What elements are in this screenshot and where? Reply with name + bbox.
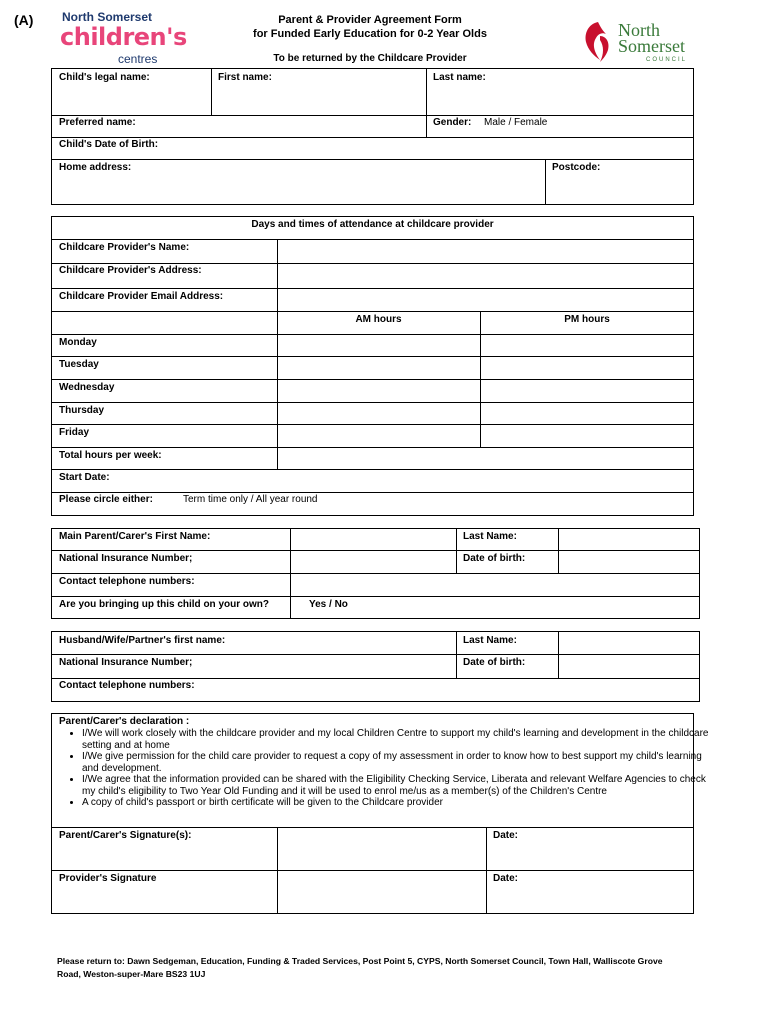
child-last-name-field[interactable]: Last name: bbox=[433, 72, 486, 83]
council-bird-icon bbox=[580, 18, 618, 64]
provider-address-field[interactable]: Childcare Provider's Address: bbox=[59, 265, 202, 276]
partner-dob-field[interactable]: Date of birth: bbox=[463, 657, 526, 668]
partner-last-name-field[interactable]: Last Name: bbox=[463, 635, 517, 646]
day-tuesday: Tuesday bbox=[59, 359, 99, 370]
childrens-centres-logo bbox=[60, 10, 187, 68]
north-somerset-council-logo bbox=[580, 18, 700, 66]
day-wednesday: Wednesday bbox=[59, 382, 115, 393]
pm-hours-header: PM hours bbox=[564, 314, 610, 325]
council-logo-line-3: COUNCIL bbox=[646, 57, 688, 63]
declaration-item: • A copy of child's passport or birth certificate will be given to the Childcare provider bbox=[82, 797, 714, 809]
parent-signature-field[interactable]: Parent/Carer's Signature(s): bbox=[59, 830, 192, 841]
parent-last-name-field[interactable]: Last Name: bbox=[463, 531, 517, 542]
term-options[interactable]: Term time only / All year round bbox=[183, 494, 318, 505]
partner-first-name-field[interactable]: Husband/Wife/Partner's first name: bbox=[59, 635, 226, 646]
logo-line-1: North Somerset bbox=[62, 10, 153, 24]
return-address-line-2: Road, Weston-super-Mare BS23 1UJ bbox=[57, 969, 206, 979]
child-first-name-field[interactable]: First name: bbox=[218, 72, 272, 83]
bringing-up-yes-no[interactable]: Yes / No bbox=[309, 599, 348, 610]
total-hours-field[interactable]: Total hours per week: bbox=[59, 450, 162, 461]
preferred-name-field[interactable]: Preferred name: bbox=[59, 117, 136, 128]
return-address bbox=[57, 955, 717, 981]
childs-legal-name-label: Child's legal name: bbox=[59, 72, 150, 83]
day-friday: Friday bbox=[59, 427, 90, 438]
postcode-field[interactable]: Postcode: bbox=[552, 162, 601, 173]
attendance-heading: Days and times of attendance at childcare provider bbox=[251, 219, 494, 230]
provider-name-field[interactable]: Childcare Provider's Name: bbox=[59, 242, 190, 253]
logo-line-3: centres bbox=[118, 52, 158, 66]
bringing-up-alone-label: Are you bringing up this child on your own? bbox=[59, 599, 269, 610]
declaration-item: • I/We give permission for the child care provider to request a copy of my assessment in order to know how to best support my child's learning and development. bbox=[82, 751, 714, 774]
parent-dob-field[interactable]: Date of birth: bbox=[463, 553, 526, 564]
attendance-table bbox=[51, 216, 694, 516]
start-date-field[interactable]: Start Date: bbox=[59, 472, 110, 483]
form-title-line-2: for Funded Early Education for 0-2 Year Olds bbox=[253, 28, 487, 40]
return-address-line-1: Please return to: Dawn Sedgeman, Education, Funding & Traded Services, Post Point 5, CYPS, North Somerset Council, Town Hall, Walliscote Grove bbox=[57, 956, 663, 966]
declaration-item: • I/We agree that the information provided can be shared with the Eligibility Checking Service, Liberata and relevant Welfare Agencies to check my child's eligibility to Two Year Old Funding and it will be used to enrol me/us as a member(s) of the Children's Centre bbox=[82, 774, 714, 797]
child-dob-field[interactable]: Child's Date of Birth: bbox=[59, 139, 159, 150]
gender-options[interactable]: Male / Female bbox=[484, 117, 548, 128]
day-thursday: Thursday bbox=[59, 405, 105, 416]
gender-label: Gender: bbox=[433, 117, 472, 128]
parent-ni-number-field[interactable]: National Insurance Number; bbox=[59, 553, 193, 564]
provider-signature-date-field[interactable]: Date: bbox=[493, 873, 519, 884]
am-hours-header: AM hours bbox=[355, 314, 402, 325]
home-address-field[interactable]: Home address: bbox=[59, 162, 132, 173]
logo-line-2: children's bbox=[60, 23, 187, 51]
parent-first-name-field[interactable]: Main Parent/Carer's First Name: bbox=[59, 531, 211, 542]
declaration-item: • I/We will work closely with the childcare provider and my local Children Centre to support my child's learning and development in the childcare setting and at home bbox=[82, 728, 714, 751]
form-title-line-1: Parent & Provider Agreement Form bbox=[278, 14, 462, 26]
provider-email-field[interactable]: Childcare Provider Email Address: bbox=[59, 291, 224, 302]
council-logo-line-2: Somerset bbox=[618, 36, 685, 56]
day-monday: Monday bbox=[59, 337, 97, 348]
declaration-heading: Parent/Carer's declaration : bbox=[59, 716, 190, 727]
circle-either-label: Please circle either: bbox=[59, 494, 153, 505]
parent-contact-field[interactable]: Contact telephone numbers: bbox=[59, 576, 195, 587]
council-logo-line-1: North bbox=[618, 20, 660, 40]
partner-ni-number-field[interactable]: National Insurance Number; bbox=[59, 657, 193, 668]
declaration-list bbox=[52, 728, 714, 809]
partner-contact-field[interactable]: Contact telephone numbers: bbox=[59, 680, 195, 691]
provider-signature-field[interactable]: Provider's Signature bbox=[59, 873, 157, 884]
parent-signature-date-field[interactable]: Date: bbox=[493, 830, 519, 841]
form-label: (A) bbox=[14, 12, 34, 28]
form-subtitle: To be returned by the Childcare Provider bbox=[273, 53, 467, 64]
